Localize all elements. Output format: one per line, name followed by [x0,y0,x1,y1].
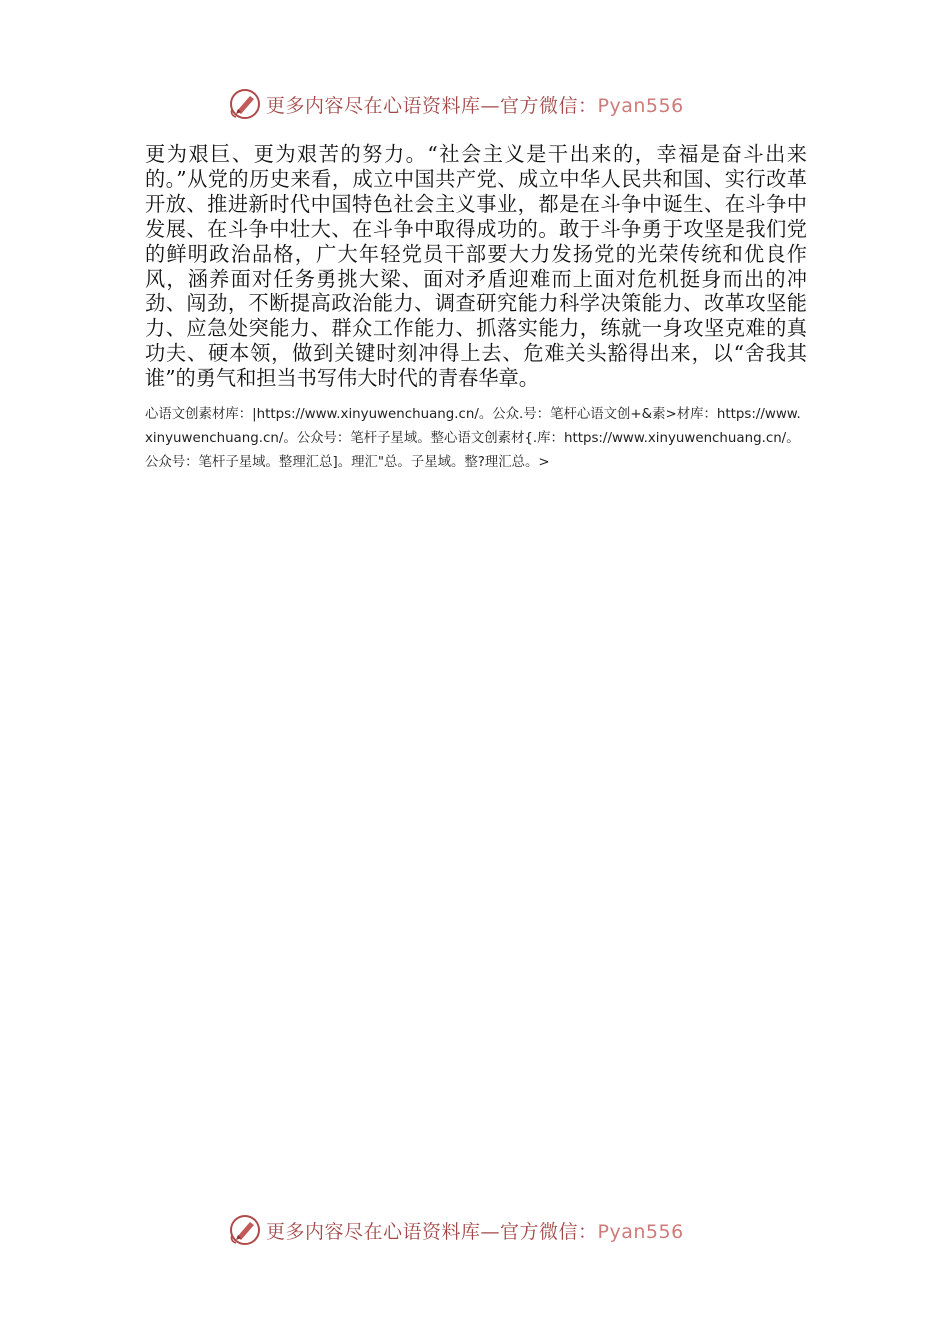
watermark-handle: Pyan556 [597,94,684,117]
body-paragraph: 更为艰巨、更为艰苦的努力。“社会主义是干出来的，幸福是奋斗出来的。”从党的历史来看，成立中国共产党、成立中华人民共和国、实行改革开放、推进新时代中国特色社会主义事业，都是在斗争中诞生、在斗争中发展、在斗争中壮大、在斗争中取得成功的。敢于斗争勇于攻坚是我们党的鲜明政治品格，广大年轻党员干部要大力发扬党的光荣传统和优良作风，涵养面对任务勇挑大梁、面对矛盾迎难而上面对危机挺身而出的冲劲、闯劲，不断提高政治能力、调查研究能力科学决策能力、改革攻坚能力、应急处突能力、群众工作能力、抓落实能力，练就一身攻坚克难的真功夫、硬本领，做到关键时刻冲得上去、危难关头豁得出来，以“舍我其谁”的勇气和担当书写伟大时代的青春华章。 [145,142,807,391]
pen-logo-icon [228,87,262,121]
source-note: 心语文创素材库：|https://www.xinyuwenchuang.cn/。公众.号：笔杆心语文创+&素>材库：https://www.xinyuwenchuang.cn/。公众号：笔杆子星域。整心语文创素材{.库：https://www.xinyuwenchuang.cn/。公众号：笔杆子星域。整理汇总]。理汇"总。子星域。整?理汇总。> [145,407,801,471]
watermark-prefix: 更多内容尽在心语资料库—官方微信： [266,1220,598,1243]
watermark-text [266,1217,684,1244]
document-body [145,142,807,475]
footer-watermark [228,1210,748,1250]
header-watermark [228,84,748,124]
watermark-prefix: 更多内容尽在心语资料库—官方微信： [266,94,598,117]
watermark-text [266,91,684,118]
pen-logo-icon [228,1213,262,1247]
watermark-handle: Pyan556 [597,1220,684,1243]
